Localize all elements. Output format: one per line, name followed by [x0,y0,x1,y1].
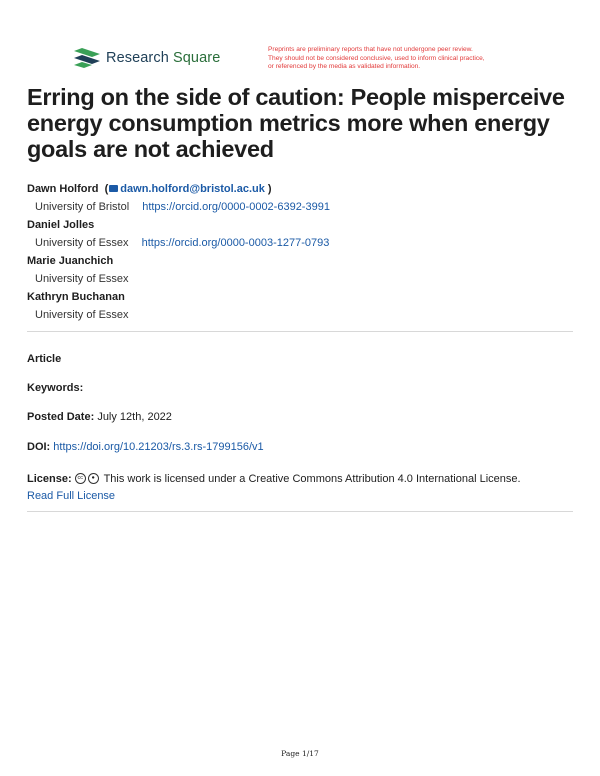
author-affiliation: University of Bristol [35,201,130,213]
page-number: Page 1/17 [281,749,319,758]
article-title: Erring on the side of caution: People misperceive energy consumption metrics more when energy goals are not achieved [27,84,565,162]
posted-date-label: Posted Date: [27,411,95,423]
author-affiliation-row [27,198,577,216]
author-orcid-link[interactable]: https://orcid.org/0000-0003-1277-0793 [141,237,330,249]
article-type [27,353,61,365]
doi [27,441,264,453]
keywords-label: Keywords: [27,382,84,394]
doi-link[interactable]: https://doi.org/10.21203/rs.3.rs-1799156/v1 [53,441,264,453]
divider [27,331,573,332]
logo-text-square: Square [173,50,221,66]
license-label: License: [27,473,72,485]
read-full-license-link[interactable]: Read Full License [27,490,116,502]
author-name: Daniel Jolles [27,219,95,231]
research-square-logo-icon [74,48,100,68]
research-square-logo [74,48,220,68]
doi-label: DOI: [27,441,51,453]
preprint-notice-line: They should not be considered conclusive, used to inform clinical practice, [268,54,485,62]
author-affiliation: University of Essex [35,273,129,285]
by-icon: ● [88,473,99,484]
divider [27,511,573,512]
preprint-notice [268,46,538,72]
posted-date-value: July 12th, 2022 [97,411,172,423]
author-name: Marie Juanchich [27,255,114,267]
cc-icon: cc [75,473,86,484]
logo-text-research: Research [106,50,169,66]
preprint-notice-line: Preprints are preliminary reports that have not undergone peer review. [268,46,473,53]
preprint-notice-line: or referenced by the media as validated information. [268,63,421,71]
license [27,471,573,505]
keywords [27,382,83,394]
author-name: Kathryn Buchanan [27,291,125,303]
author-affiliation: University of Essex [35,237,129,249]
logo-text [106,50,220,66]
author-affiliation: University of Essex [35,309,129,321]
author-email-link[interactable]: dawn.holford@bristol.ac.uk [120,183,265,195]
article-type-label: Article [27,353,62,365]
author-name [27,180,577,198]
author-name-text: Dawn Holford [27,183,99,195]
author-affiliation-row [27,234,577,252]
license-text: This work is licensed under a Creative Commons Attribution 4.0 International License. [103,473,521,485]
author-orcid-link[interactable]: https://orcid.org/0000-0002-6392-3991 [142,201,330,213]
author-email-wrap: ( dawn.holford@bristol.ac.uk ) [101,183,272,195]
mail-icon [109,185,118,192]
posted-date [27,411,172,423]
author-list [27,180,577,324]
